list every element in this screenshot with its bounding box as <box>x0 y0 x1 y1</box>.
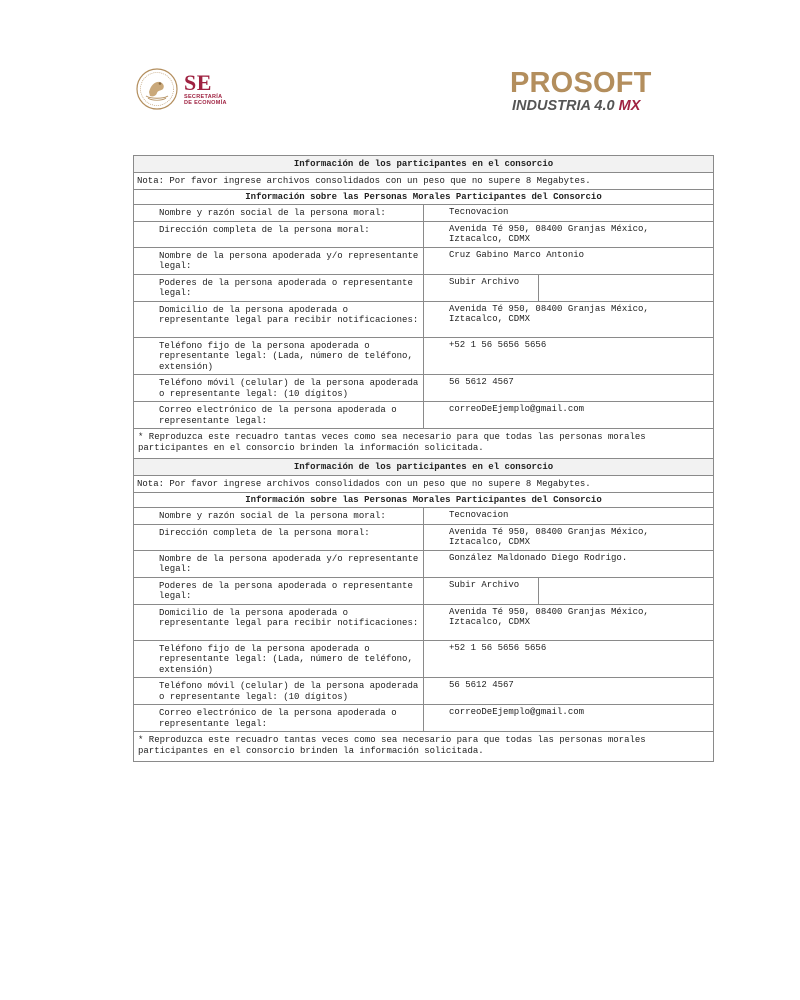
nombre-value[interactable]: Tecnovacion <box>424 205 714 222</box>
prosoft-mx: MX <box>618 98 641 114</box>
movil-value[interactable]: 56 5612 4567 <box>424 375 714 402</box>
participants-form-2 <box>133 458 714 762</box>
section-title: Información de los participantes en el consorcio <box>134 156 714 173</box>
nombre-label: Nombre y razón social de la persona moral: <box>134 205 424 222</box>
mexico-seal-icon <box>136 68 178 110</box>
domicilio-value[interactable]: Avenida Té 950, 08400 Granjas México, Iztacalco, CDMX <box>424 604 714 640</box>
se-abbreviation: SE <box>184 70 212 95</box>
nombre-value[interactable]: Tecnovacion <box>424 508 714 525</box>
poderes-label: Poderes de la persona apoderada o representante legal: <box>134 274 424 301</box>
direccion-label: Dirección completa de la persona moral: <box>134 524 424 550</box>
telfijo-value[interactable]: +52 1 56 5656 5656 <box>424 337 714 375</box>
correo-label: Correo electrónico de la persona apoderada o representante legal: <box>134 705 424 732</box>
section-subtitle: Información sobre las Personas Morales Participantes del Consorcio <box>134 190 714 205</box>
domicilio-label: Domicilio de la persona apoderada o representante legal para recibir notificaciones: <box>134 301 424 337</box>
se-logo <box>136 68 227 110</box>
telfijo-label: Teléfono fijo de la persona apoderada o representante legal: (Lada, número de teléfono, extensión) <box>134 337 424 375</box>
se-name-line2: DE ECONOMÍA <box>184 100 227 106</box>
direccion-value[interactable]: Avenida Té 950, 08400 Granjas México, Iztacalco, CDMX <box>424 221 714 247</box>
correo-label: Correo electrónico de la persona apoderada o representante legal: <box>134 402 424 429</box>
apoderado-label: Nombre de la persona apoderada y/o representante legal: <box>134 247 424 274</box>
direccion-label: Dirección completa de la persona moral: <box>134 221 424 247</box>
upload-file-field[interactable] <box>539 577 714 604</box>
movil-value[interactable]: 56 5612 4567 <box>424 678 714 705</box>
movil-label: Teléfono móvil (celular) de la persona apoderada o representante legal: (10 dígitos) <box>134 678 424 705</box>
poderes-label: Poderes de la persona apoderada o representante legal: <box>134 577 424 604</box>
correo-value[interactable]: correoDeEjemplo@gmail.com <box>424 705 714 732</box>
prosoft-subtitle <box>512 98 652 114</box>
correo-value[interactable]: correoDeEjemplo@gmail.com <box>424 402 714 429</box>
domicilio-label: Domicilio de la persona apoderada o representante legal para recibir notificaciones: <box>134 604 424 640</box>
se-name-line1: SECRETARÍA <box>184 94 223 100</box>
section-footnote: * Reproduzca este recuadro tantas veces como sea necesario para que todas las personas morales participantes en el consorcio brinden la información solicitada. <box>134 429 714 459</box>
participants-form-1 <box>133 155 714 474</box>
domicilio-value[interactable]: Avenida Té 950, 08400 Granjas México, Iztacalco, CDMX <box>424 301 714 337</box>
section-subtitle: Información sobre las Personas Morales Participantes del Consorcio <box>134 493 714 508</box>
direccion-value[interactable]: Avenida Té 950, 08400 Granjas México, Iztacalco, CDMX <box>424 524 714 550</box>
prosoft-subtitle-text: INDUSTRIA 4.0 <box>512 98 615 114</box>
telfijo-label: Teléfono fijo de la persona apoderada o representante legal: (Lada, número de teléfono, extensión) <box>134 640 424 678</box>
section-footnote: * Reproduzca este recuadro tantas veces como sea necesario para que todas las personas morales participantes en el consorcio brinden la información solicitada. <box>134 732 714 762</box>
apoderado-label: Nombre de la persona apoderada y/o representante legal: <box>134 550 424 577</box>
section-note: Nota: Por favor ingrese archivos consolidados con un peso que no supere 8 Megabytes. <box>134 173 714 190</box>
telfijo-value[interactable]: +52 1 56 5656 5656 <box>424 640 714 678</box>
section-title: Información de los participantes en el consorcio <box>134 459 714 476</box>
prosoft-logo <box>510 68 652 114</box>
section-note: Nota: Por favor ingrese archivos consolidados con un peso que no supere 8 Megabytes. <box>134 476 714 493</box>
prosoft-title: PROSOFT <box>510 67 652 99</box>
upload-file-button[interactable]: Subir Archivo <box>424 577 539 604</box>
nombre-label: Nombre y razón social de la persona moral: <box>134 508 424 525</box>
movil-label: Teléfono móvil (celular) de la persona apoderada o representante legal: (10 dígitos) <box>134 375 424 402</box>
apoderado-value[interactable]: Cruz Gabino Marco Antonio <box>424 247 714 274</box>
upload-file-button[interactable]: Subir Archivo <box>424 274 539 301</box>
page-header <box>0 0 800 130</box>
apoderado-value[interactable]: González Maldonado Diego Rodrigo. <box>424 550 714 577</box>
upload-file-field[interactable] <box>539 274 714 301</box>
